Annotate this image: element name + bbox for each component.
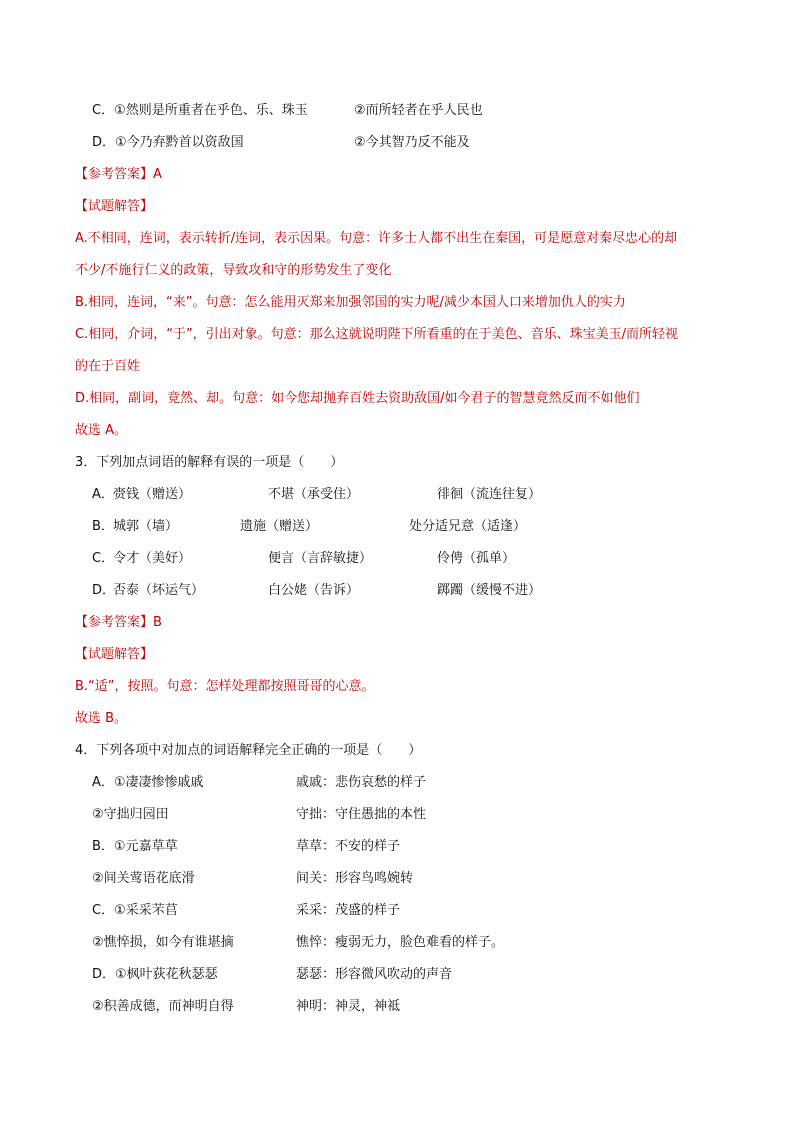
q2-reference-answer: 【参考答案】A: [75, 167, 162, 182]
option-item-1: 令才（美好）: [113, 551, 192, 566]
q4-row-left: ②憔悴损，如今有谁堪摘: [92, 935, 234, 950]
q4-row-right: 采采：茂盛的样子: [296, 903, 401, 918]
option-letter: B．: [92, 519, 114, 534]
q4-row-left: ②积善成德，而神明自得: [92, 999, 234, 1014]
option-item-1: 否泰（坏运气）: [113, 583, 205, 598]
q4-row-right: 戚戚：悲伤哀愁的样子: [296, 775, 427, 790]
q3-conclusion: 故选 B。: [75, 711, 128, 726]
q4-row-right: 憔悴：瘦弱无力，脸色难看的样子。: [296, 935, 505, 950]
q3-analysis-label: 【试题解答】: [75, 647, 154, 662]
q2-option-c-part2: ②而所轻者在乎人民也: [354, 103, 483, 118]
option-item-1: 赍钱（赠送）: [113, 487, 192, 502]
option-item-2: 不堪（承受住）: [268, 487, 360, 502]
q4-row-right: 草草：不安的样子: [296, 839, 401, 854]
option-item-3: 伶俜（孤单）: [437, 551, 516, 566]
option-part1: ①今乃弃黔首以资敌国: [115, 135, 244, 150]
option-item-1: 城郭（墙）: [113, 519, 179, 534]
q2-option-d-part2: ②今其智乃反不能及: [354, 135, 470, 150]
option-letter: D．: [92, 135, 116, 150]
option-item-2: 白公姥（告诉）: [268, 583, 360, 598]
q2-analysis-label: 【试题解答】: [75, 199, 154, 214]
option-item-3: 处分适兄意（适逢）: [409, 519, 527, 534]
q2-analysis-d-line: D.相同，副词，竟然、却。句意：如今您却抛弃百姓去资助敌国/如今君子的智慧竟然反而不如他们: [75, 391, 640, 406]
option-letter: C．: [92, 103, 115, 118]
option-item-2: 遗施（赠送）: [240, 519, 319, 534]
option-item-3: 踯躅（缓慢不进）: [437, 583, 542, 598]
q4-row-left: ②间关莺语花底滑: [92, 871, 195, 886]
q4-row-right: 间关：形容鸟鸣婉转: [296, 871, 414, 886]
q2-analysis-a-line2: 不少/不施行仁义的政策，导致攻和守的形势发生了变化: [75, 263, 392, 278]
q2-analysis-c-line2: 的在于百姓: [75, 359, 141, 374]
q4-row-left: D．①枫叶荻花秋瑟瑟: [92, 967, 218, 982]
option-item-3: 徘徊（流连往复）: [437, 487, 542, 502]
q2-analysis-c-line1: C.相同，介词，“于”，引出对象。句意：那么这就说明陛下所看重的在于美色、音乐、珠宝美玉/而所轻视: [75, 327, 679, 342]
q4-row-left: ②守拙归园田: [92, 807, 169, 822]
q4-row-right: 瑟瑟：形容微风吹动的声音: [296, 967, 453, 982]
option-item-2: 便言（言辞敏捷）: [268, 551, 373, 566]
q2-option-c: [92, 103, 308, 119]
q4-stem: 4．下列各项中对加点的词语解释完全正确的一项是（ ）: [75, 743, 422, 758]
option-letter: D．: [92, 583, 116, 598]
q4-row-right: 守拙：守住愚拙的本性: [296, 807, 427, 822]
q2-analysis-a-line1: A.不相同，连词，表示转折/连词，表示因果。句意：许多士人都不出生在秦国，可是愿意对秦尽忠心的却: [75, 231, 678, 246]
option-letter: A．: [92, 487, 114, 502]
q4-row-right: 神明：神灵，神祗: [296, 999, 401, 1014]
q4-row-left: A．①凄凄惨惨戚戚: [92, 775, 204, 790]
q2-option-d: [92, 135, 244, 151]
q3-reference-answer: 【参考答案】B: [75, 615, 162, 630]
q4-row-left: C．①采采芣苢: [92, 903, 178, 918]
q3-analysis-line: B.“适”，按照。句意：怎样处理都按照哥哥的心意。: [75, 679, 375, 694]
option-part1: ①然则是所重者在乎色、乐、珠玉: [114, 103, 308, 118]
q2-analysis-b-line: B.相同，连词，“来”。句意：怎么能用灭郑来加强邻国的实力呢/减少本国人口来增加仇人的实力: [75, 295, 626, 310]
q3-stem: 3．下列加点词语的解释有误的一项是（ ）: [75, 455, 344, 470]
option-letter: C．: [92, 551, 115, 566]
q4-row-left: B．①元嘉草草: [92, 839, 178, 854]
q2-conclusion: 故选 A。: [75, 423, 128, 438]
